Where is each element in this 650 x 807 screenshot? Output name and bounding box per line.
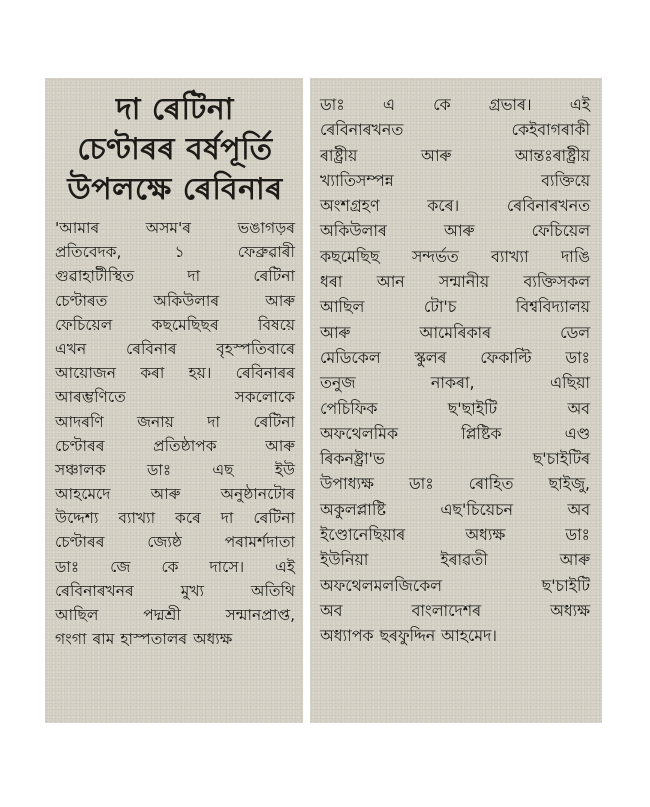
word: এছিয়া xyxy=(549,373,590,393)
word: ধৰা xyxy=(320,272,343,292)
word: 'আমাৰ xyxy=(55,219,100,237)
word: ডাঃ xyxy=(146,460,172,479)
text-line xyxy=(320,446,590,471)
word: ইণ্ডোনেছিয়াৰ xyxy=(320,525,406,545)
word: আয়োজন xyxy=(55,364,117,383)
word: ৰাম xyxy=(92,630,115,649)
word: এছ'চিয়েচন xyxy=(440,499,513,519)
word: ৰেবিনাৰ xyxy=(125,339,177,358)
word: ফেচিয়েল xyxy=(55,315,113,334)
word: ডাঃ xyxy=(408,474,434,494)
text-line xyxy=(320,598,590,623)
word: মুখ্য xyxy=(180,581,205,600)
word: নাকৰা, xyxy=(430,373,475,393)
text-line xyxy=(320,396,590,421)
text-line xyxy=(55,240,295,264)
word: ছৰফুদ্দিন xyxy=(379,626,436,646)
word: সকলোকে xyxy=(234,388,295,407)
word: দা xyxy=(220,509,234,528)
word: পৰামৰ্শদাতা xyxy=(224,533,295,552)
word: দাঙি xyxy=(560,246,590,266)
text-line xyxy=(320,547,590,572)
text-line xyxy=(320,497,590,522)
word: আৰু xyxy=(320,322,351,342)
word: অব xyxy=(567,398,590,418)
word: ব্যক্তিসকল xyxy=(523,272,590,292)
word: কৰে। xyxy=(427,196,460,216)
word: ব্যক্তিয়ে xyxy=(541,170,590,190)
word: বিষয়ে xyxy=(258,315,295,334)
word: পদ্মশ্ৰী xyxy=(143,606,181,624)
text-line xyxy=(320,471,590,496)
text-line xyxy=(320,218,590,243)
word: পেচিফিক xyxy=(320,398,378,418)
word: স্কুলৰ xyxy=(414,347,447,367)
word: অধ্যাপক xyxy=(320,626,374,646)
word: অধ্যক্ষ xyxy=(193,630,233,649)
text-line xyxy=(320,117,590,142)
word: ছ'চাইটিৰ xyxy=(532,449,590,469)
word: ৰোহিত xyxy=(468,474,514,494)
word: কৰে xyxy=(175,509,201,528)
headline xyxy=(55,90,295,210)
word: এ xyxy=(382,95,395,114)
word: জ্যেষ্ঠ xyxy=(147,533,182,552)
word: কছমেছিছৰ xyxy=(151,315,219,334)
article-body-left xyxy=(55,216,295,651)
word: ছ'ছাইটি xyxy=(447,398,498,418)
word: অধ্যক্ষ xyxy=(465,525,506,545)
word: জে xyxy=(110,557,131,576)
word: জনায় xyxy=(137,412,174,431)
text-line xyxy=(55,289,295,313)
headline-line: চেণ্টাৰৰ বৰ্ষপূৰ্তি xyxy=(77,132,273,167)
word: ভঙাগড়ৰ xyxy=(237,219,295,237)
word: ছাইজু, xyxy=(548,474,590,494)
word: মেডিকেল xyxy=(320,347,381,367)
word: আৰম্ভণিতে xyxy=(55,388,126,407)
text-line xyxy=(55,482,295,506)
text-line xyxy=(320,421,590,446)
word: প্ৰতিবেদক, xyxy=(55,243,122,262)
word: খ্যাতিসম্পন্ন xyxy=(320,170,394,190)
word: ফেব্ৰুৱাৰী xyxy=(237,243,295,262)
word: হাস্পতালৰ xyxy=(120,630,188,649)
word: অনুষ্ঠানটোৰ xyxy=(220,485,295,504)
word: সন্দৰ্ভত xyxy=(411,246,459,266)
word: ইৰাৱতী xyxy=(440,550,488,570)
text-line xyxy=(55,530,295,554)
word: ৰেটিনা xyxy=(253,509,295,528)
text-line xyxy=(55,627,295,651)
text-line xyxy=(320,294,590,319)
word: ৰেটিনা xyxy=(253,267,295,286)
word: অকিউলাৰ xyxy=(320,221,387,241)
word: আছিল xyxy=(320,297,365,317)
word: চেণ্টাৰত xyxy=(55,291,108,310)
word: অফথেলমিক xyxy=(320,423,398,443)
word: উপাধ্যক্ষ xyxy=(320,474,374,494)
text-line xyxy=(55,216,295,240)
word: ডাঃ xyxy=(55,557,80,576)
word: আমেৰিকাৰ xyxy=(419,322,491,342)
article-column-right xyxy=(310,78,602,723)
word: আহমেদে xyxy=(55,485,111,504)
word: ৰাষ্ট্ৰীয় xyxy=(320,145,358,165)
headline-line: উপলক্ষে ৰেবিনাৰ xyxy=(67,172,283,207)
word: ডাঃ xyxy=(565,347,590,367)
word: বৃহস্পতিবাৰে xyxy=(216,339,295,358)
text-line xyxy=(55,361,295,385)
word: ৰিকনষ্ট্ৰা'ভ xyxy=(320,449,385,469)
word: এই xyxy=(569,95,590,114)
word: টো'চ xyxy=(423,297,457,317)
word: ৰেবিনাৰখনত xyxy=(506,196,590,216)
word: ফেকাল্টি xyxy=(480,347,532,367)
word: ফেচিয়েল xyxy=(531,221,590,241)
text-line xyxy=(55,555,295,579)
word: সঞ্চালক xyxy=(55,460,106,479)
text-line xyxy=(320,269,590,294)
word: আদৰণি xyxy=(55,412,104,431)
word: আৰু xyxy=(265,436,295,455)
word: ৰেবিনাৰৰ xyxy=(235,364,295,383)
text-line xyxy=(320,345,590,370)
word: আৰু xyxy=(265,291,295,310)
text-line xyxy=(320,168,590,193)
article-body-right xyxy=(320,92,590,649)
word: প্ৰতিষ্ঠাপক xyxy=(153,436,217,455)
text-line xyxy=(55,603,295,627)
word: অংশগ্ৰহণ xyxy=(320,196,380,216)
text-line xyxy=(320,143,590,168)
word: এই xyxy=(275,557,295,576)
article-column-left xyxy=(45,78,303,723)
text-line xyxy=(55,313,295,337)
word: ব্যাখ্যা xyxy=(491,246,529,266)
word: তনুজ xyxy=(320,373,356,393)
word: অকিউলাৰ xyxy=(153,291,220,310)
word: গংগা xyxy=(55,630,87,649)
text-line xyxy=(55,458,295,482)
word: কেইবাগৰাকী xyxy=(511,120,590,140)
word: গ্ৰভাৰ। xyxy=(488,95,532,114)
word: ইউ xyxy=(274,460,295,479)
text-line xyxy=(55,506,295,530)
word: কছমেছিছ xyxy=(320,246,380,266)
word: দাসে। xyxy=(209,557,245,576)
word: আৰু xyxy=(559,550,590,570)
word: এছ xyxy=(212,460,234,479)
word: কে xyxy=(161,557,179,576)
word: সন্মানপ্ৰাপ্ত, xyxy=(225,606,295,624)
word: চেণ্টাৰৰ xyxy=(55,436,105,455)
word: আৰু xyxy=(150,485,181,504)
word: অতিথি xyxy=(251,581,295,600)
word: বাংলাদেশৰ xyxy=(411,600,481,620)
word: এখন xyxy=(55,339,87,358)
word: দা xyxy=(207,412,220,431)
word: অব xyxy=(567,499,590,519)
word: আছিল xyxy=(55,606,99,624)
text-line xyxy=(320,623,590,648)
word: আৰু xyxy=(444,221,475,241)
text-line xyxy=(320,244,590,269)
word: ডাঃ xyxy=(320,95,345,114)
word: ৰেবিনাৰখনত xyxy=(320,120,404,140)
word: উদ্দেশ্য xyxy=(55,509,99,528)
text-line xyxy=(55,264,295,288)
word: ডাঃ xyxy=(565,525,590,545)
text-line xyxy=(55,385,295,409)
text-line xyxy=(320,320,590,345)
word: সন্মানীয় xyxy=(438,272,490,292)
word: ৰেটিনা xyxy=(253,412,295,431)
text-line xyxy=(320,92,590,117)
word: ব্যাখ্যা xyxy=(118,509,156,528)
word: অব xyxy=(320,600,343,620)
word: আন xyxy=(376,272,405,292)
word: অসম'ৰ xyxy=(145,219,192,237)
word: প্লিষ্টিক xyxy=(461,423,502,443)
word: আৰু xyxy=(420,145,452,165)
text-line xyxy=(55,579,295,603)
text-line xyxy=(55,337,295,361)
word: ছ'চাইটি xyxy=(541,575,590,595)
headline-line: দা ৰেটিনা xyxy=(115,92,234,127)
word: ইউনিয়া xyxy=(320,550,369,570)
word: এণ্ড xyxy=(564,423,590,443)
text-line xyxy=(320,573,590,598)
word: কে xyxy=(433,95,451,114)
word: বিশ্ববিদ্যালয় xyxy=(515,297,590,317)
word: দা xyxy=(187,267,201,286)
word: অফথেলমলজিকেল xyxy=(320,575,442,595)
text-line xyxy=(55,410,295,434)
word: ৰেবিনাৰখনৰ xyxy=(55,581,134,600)
text-line xyxy=(320,522,590,547)
text-line xyxy=(320,193,590,218)
word: অকুলপ্লাষ্টি xyxy=(320,499,386,519)
word: অধ্যক্ষ xyxy=(550,600,590,620)
word: হয়। xyxy=(188,364,212,383)
word: ১ xyxy=(174,243,185,262)
word: আন্তঃৰাষ্ট্ৰীয় xyxy=(514,145,590,165)
word: আহমেদ। xyxy=(441,626,497,646)
word: চেণ্টাৰৰ xyxy=(55,533,105,552)
word: ডেল xyxy=(560,322,590,342)
word: কৰা xyxy=(140,364,165,383)
text-line xyxy=(55,434,295,458)
text-line xyxy=(320,370,590,395)
word: গুৱাহাটীস্থিত xyxy=(55,267,135,286)
